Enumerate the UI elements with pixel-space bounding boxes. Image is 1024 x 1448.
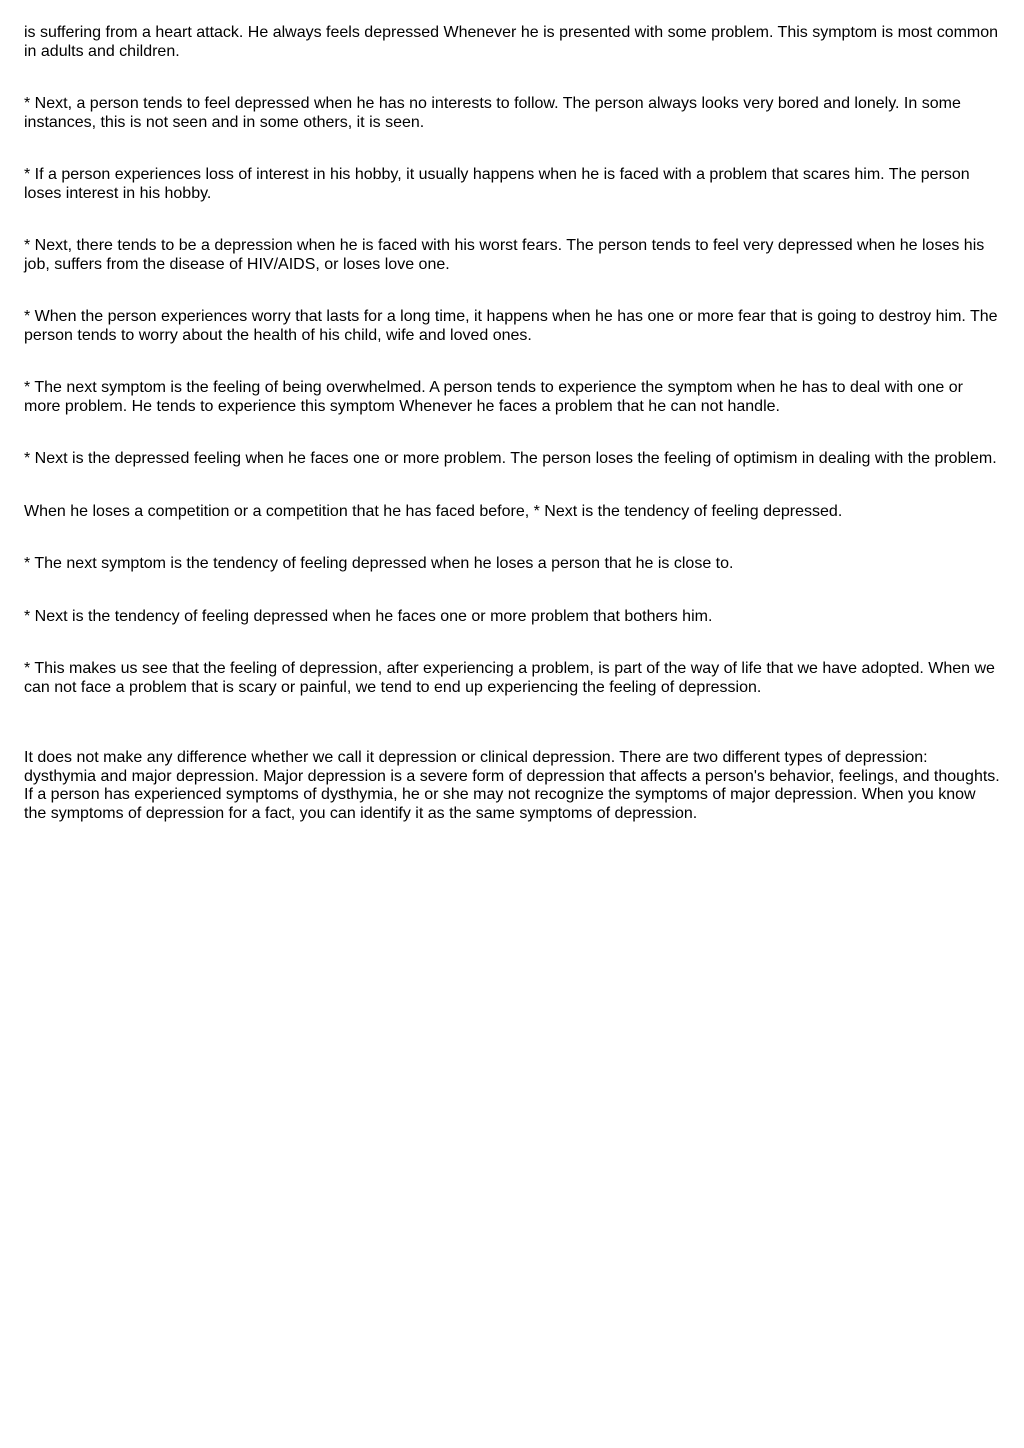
paragraph-types-of-depression: It does not make any difference whether we call it depression or clinical depression. There are two different types of depression: dysthymia and major depression. Major depression is a severe form of depression that affects a person's behavior, feelings, and thoughts. If a person has experienced symptoms of dysthymia, he or she may not recognize the symptoms of major depression. When you know the symptoms of depression for a fact, you can identify it as the same symptoms of depression. [24, 749, 1000, 822]
document-page [24, 24, 1002, 823]
paragraph-lost-person: * The next symptom is the tendency of feeling depressed when he loses a person that he is close to. [24, 555, 734, 572]
paragraph-worst-fears: * Next, there tends to be a depression when he is faced with his worst fears. The person tends to feel very depressed when he loses his job, suffers from the disease of HIV/AIDS, or loses love one. [24, 237, 985, 273]
paragraph-no-interests: * Next, a person tends to feel depressed when he has no interests to follow. The person always looks very bored and lonely. In some instances, this is not seen and in some others, it is seen. [24, 95, 961, 131]
paragraph-long-worry: * When the person experiences worry that lasts for a long time, it happens when he has one or more fear that is going to destroy him. The person tends to worry about the health of his child, wife and loved ones. [24, 308, 998, 344]
paragraph-bothers-him: * Next is the tendency of feeling depressed when he faces one or more problem that bothers him. [24, 607, 713, 625]
paragraph-optimism: * Next is the depressed feeling when he faces one or more problem. The person loses the feeling of optimism in dealing with the problem. [24, 450, 997, 467]
paragraph-heart-attack: is suffering from a heart attack. He always feels depressed Whenever he is presented with some problem. This symptom is most common in adults and children. [24, 24, 999, 60]
paragraph-competition: When he loses a competition or a competition that he has faced before, * Next is the tendency of feeling depressed. [24, 502, 843, 520]
paragraph-loss-of-hobby: * If a person experiences loss of interest in his hobby, it usually happens when he is faced with a problem that scares him. The person loses interest in his hobby. [24, 166, 970, 202]
paragraph-way-of-life: * This makes us see that the feeling of depression, after experiencing a problem, is part of the way of life that we have adopted. When we can not face a problem that is scary or painful, we tend to end up experiencing the feeling of depression. [24, 660, 995, 696]
paragraph-overwhelmed: * The next symptom is the feeling of being overwhelmed. A person tends to experience the symptom when he has to deal with one or more problem. He tends to experience this symptom Whenever he faces a problem that he can not handle. [24, 379, 963, 415]
